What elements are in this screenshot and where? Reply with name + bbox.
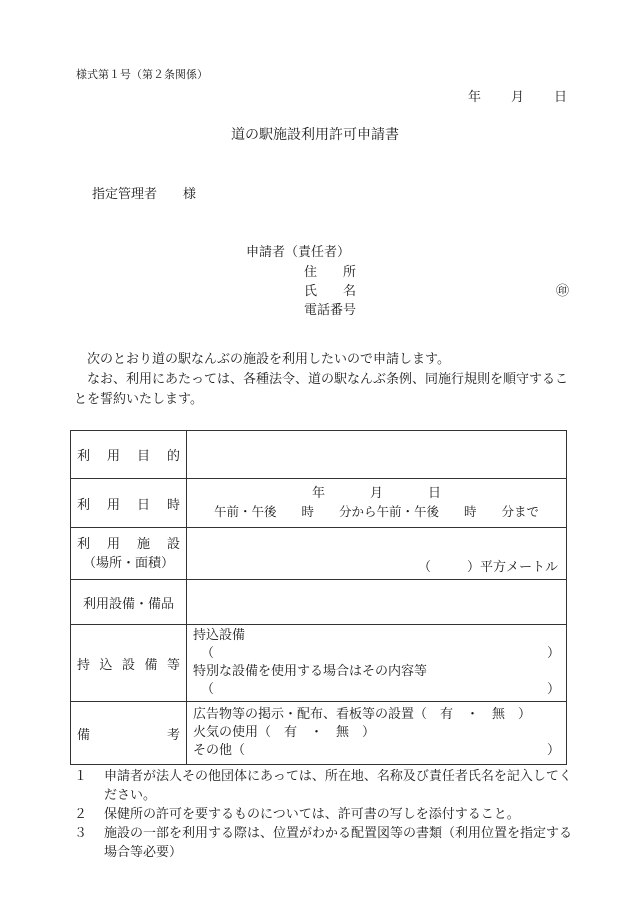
date-month-label: 月: [511, 90, 525, 105]
label-remarks: 備 考: [71, 702, 187, 765]
applicant-phone-label: 電話番号: [304, 303, 357, 318]
label-brought-equipment: 持 込 設 備 等: [71, 625, 187, 702]
field-facility[interactable]: [187, 528, 567, 580]
label-equipment: 利用設備・備品: [71, 580, 187, 625]
row-remarks: [71, 702, 567, 765]
document-title: 道の駅施設利用許可申請書: [231, 127, 399, 143]
facility-area: （ ）平方メートル: [417, 560, 558, 575]
application-table: [70, 430, 567, 765]
row-equipment: [71, 580, 567, 625]
row-facility: [71, 528, 567, 580]
label-datetime: 利 用 日 時: [71, 479, 187, 528]
field-datetime[interactable]: [187, 479, 567, 528]
date-day-label: 日: [554, 90, 568, 105]
datetime-date-line: 年 月 日: [311, 486, 442, 501]
note-item: ２ 保健所の許可を要するものについては、許可書の写しを添付すること。: [74, 807, 520, 822]
notes: [74, 767, 574, 862]
note-item: ３ 施設の一部を利用する際は、位置がわかる配置図等の書類（利用位置を指定する場合等必要）: [74, 826, 573, 860]
date-year-label: 年: [468, 90, 482, 105]
field-equipment[interactable]: [187, 580, 567, 625]
form-number: 様式第１号（第２条関係）: [76, 68, 208, 81]
brought-paren-1: （ ）: [201, 646, 560, 661]
applicant-heading: 申請者（責任者）: [246, 245, 351, 260]
label-facility: 利 用 施 設 （場所・面積）: [71, 528, 187, 580]
datetime-time-line: 午前・午後 時 分から午前・午後 時 分まで: [213, 504, 539, 519]
note-item: １ 申請者が法人その他団体にあっては、所在地、名称及び責任者氏名を記入してください。: [74, 769, 572, 803]
applicant-name-label: 氏 名: [304, 284, 357, 299]
field-purpose[interactable]: [187, 431, 567, 479]
remarks-other: その他（ ）: [193, 743, 560, 758]
applicant-address-label: 住 所: [304, 265, 357, 280]
row-purpose: [71, 431, 567, 479]
row-datetime: [71, 479, 567, 528]
row-brought-equipment: [71, 625, 567, 702]
field-brought-equipment[interactable]: 持込設備 （ ） 特別な設備を使用する場合はその内容等 （ ）: [187, 625, 567, 702]
brought-paren-2: （ ）: [201, 682, 560, 697]
seal-mark: ㊞: [556, 284, 570, 299]
addressee: 指定管理者 様: [92, 187, 197, 202]
declaration-line-1: 次のとおり道の駅なんぶの施設を利用したいので申請します。: [87, 352, 450, 367]
label-purpose: 利 用 目 的: [71, 431, 187, 479]
date-line: [468, 86, 567, 105]
declaration-text: [74, 350, 574, 410]
declaration-line-2: なお、利用にあたっては、各種法令、道の駅なんぶ条例、同施行規則を順守することを誓約いたします。: [74, 372, 569, 407]
field-remarks[interactable]: 広告物等の掲示・配布、看板等の設置（ 有 ・ 無 ） 火気の使用（ 有 ・ 無 ） その他（ ）: [187, 702, 567, 765]
